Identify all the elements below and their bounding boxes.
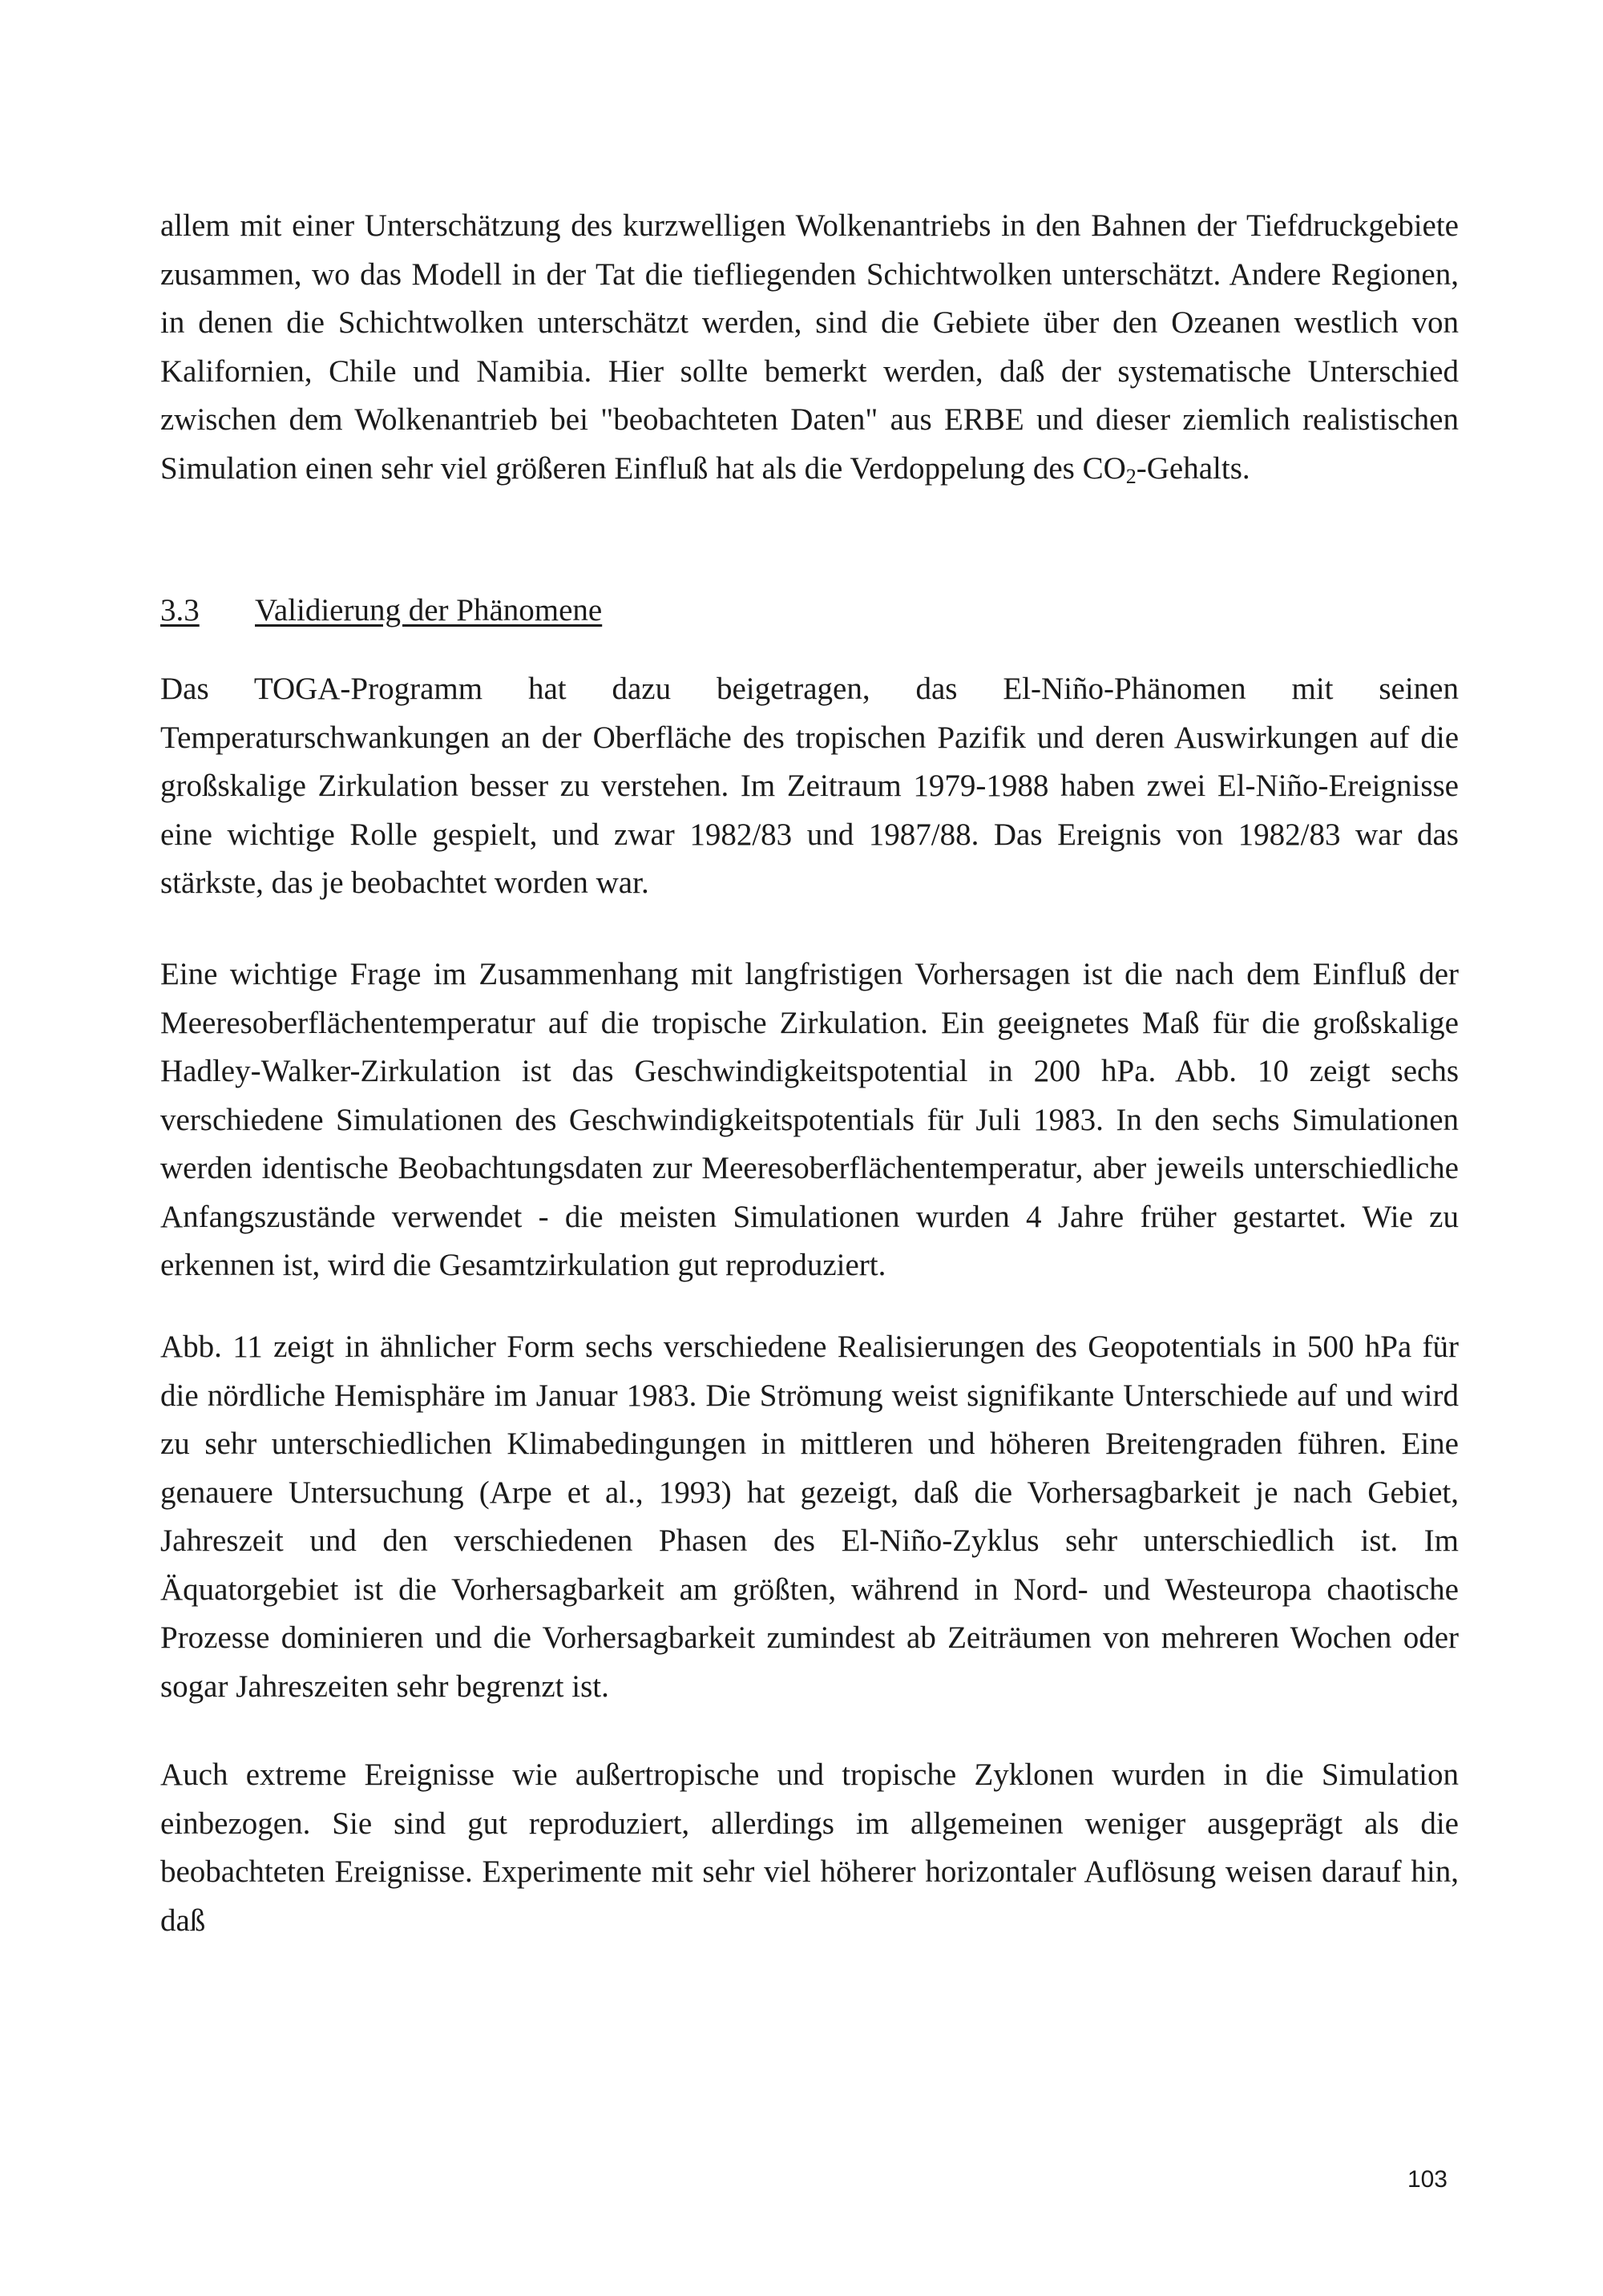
paragraph-cloud-forcing xyxy=(160,202,1459,493)
section-number: 3.3 xyxy=(160,593,200,627)
paragraph-geopotential: Abb. 11 zeigt in ähnlicher Form sechs verschiedene Realisierungen des Geopotentials in 500 hPa für die nördliche Hemisphäre im Januar 1983. Die Strömung weist signifikante Unterschiede auf und wird zu sehr unterschiedlichen Klimabedingungen in mittleren und höheren Breitengraden führen. Eine genauere Untersuchung (Arpe et al., 1993) hat gezeigt, daß die Vorhersagbarkeit je nach Gebiet, Jahreszeit und den verschiedenen Phasen des El-Niño-Zyklus sehr unterschiedlich ist. Im Äquatorgebiet ist die Vorhersagbarkeit am größten, während in Nord- und Westeuropa chaotische Prozesse dominieren und die Vorhersagbarkeit zumindest ab Zeiträumen von mehreren Wochen oder sogar Jahreszeiten sehr begrenzt ist. xyxy=(160,1330,1459,1704)
section-heading xyxy=(160,587,602,635)
paragraph-velocity-potential: Eine wichtige Frage im Zusammenhang mit langfristigen Vorhersagen ist die nach dem Einfluß der Meeresoberflächentemperatur auf die tropische Zirkulation. Ein geeignetes Maß für die großskalige Hadley-Walker-Zirkulation ist das Geschwindigkeitspotential in 200 hPa. Abb. 10 zeigt sechs verschiedene Simulationen des Geschwindigkeitspotentials für Juli 1983. In den sechs Simulationen werden identische Beobachtungsdaten zur Meeresoberflächentemperatur, aber jeweils unterschiedliche Anfangszustände verwendet - die meisten Simulationen wurden 4 Jahre früher gestartet. Wie zu erkennen ist, wird die Gesamtzirkulation gut reproduziert. xyxy=(160,957,1459,1282)
paragraph-1-tail: -Gehalts. xyxy=(1136,450,1250,486)
page-number: 103 xyxy=(1407,2166,1448,2193)
paragraph-toga: Das TOGA-Programm hat dazu beigetragen, das El-Niño-Phänomen mit seinen Temperaturschwankungen an der Oberfläche des tropischen Pazifik und deren Auswirkungen auf die großskalige Zirkulation besser zu verstehen. Im Zeitraum 1979-1988 haben zwei El-Niño-Ereignisse eine wichtige Rolle gespielt, und zwar 1982/83 und 1987/88. Das Ereignis von 1982/83 war das stärkste, das je beobachtet worden war. xyxy=(160,672,1459,900)
co2-subscript: 2 xyxy=(1125,464,1137,488)
paragraph-1-text: allem mit einer Unterschätzung des kurzwelligen Wolkenantriebs in den Bahnen der Tiefdruckgebiete zusammen, wo das Modell in der Tat die tiefliegenden Schichtwolken unterschätzt. Andere Regionen, in denen die Schichtwolken unterschätzt werden, sind die Gebiete über den Ozeanen westlich von Kalifornien, Chile und Namibia. Hier sollte bemerkt werden, daß der systematische Unterschied zwischen dem Wolkenantrieb bei "beobachteten Daten" aus ERBE und dieser ziemlich realistischen Simulation einen sehr viel größeren Einfluß hat als die Verdoppelung des CO xyxy=(160,208,1459,486)
section-title: Validierung der Phänomene xyxy=(255,593,603,627)
paragraph-extreme-events: Auch extreme Ereignisse wie außertropische und tropische Zyklonen wurden in die Simulation einbezogen. Sie sind gut reproduziert, allerdings im allgemeinen weniger ausgeprägt als die beobachteten Ereignisse. Experimente mit sehr viel höherer horizontaler Auflösung weisen darauf hin, daß xyxy=(160,1757,1459,1938)
